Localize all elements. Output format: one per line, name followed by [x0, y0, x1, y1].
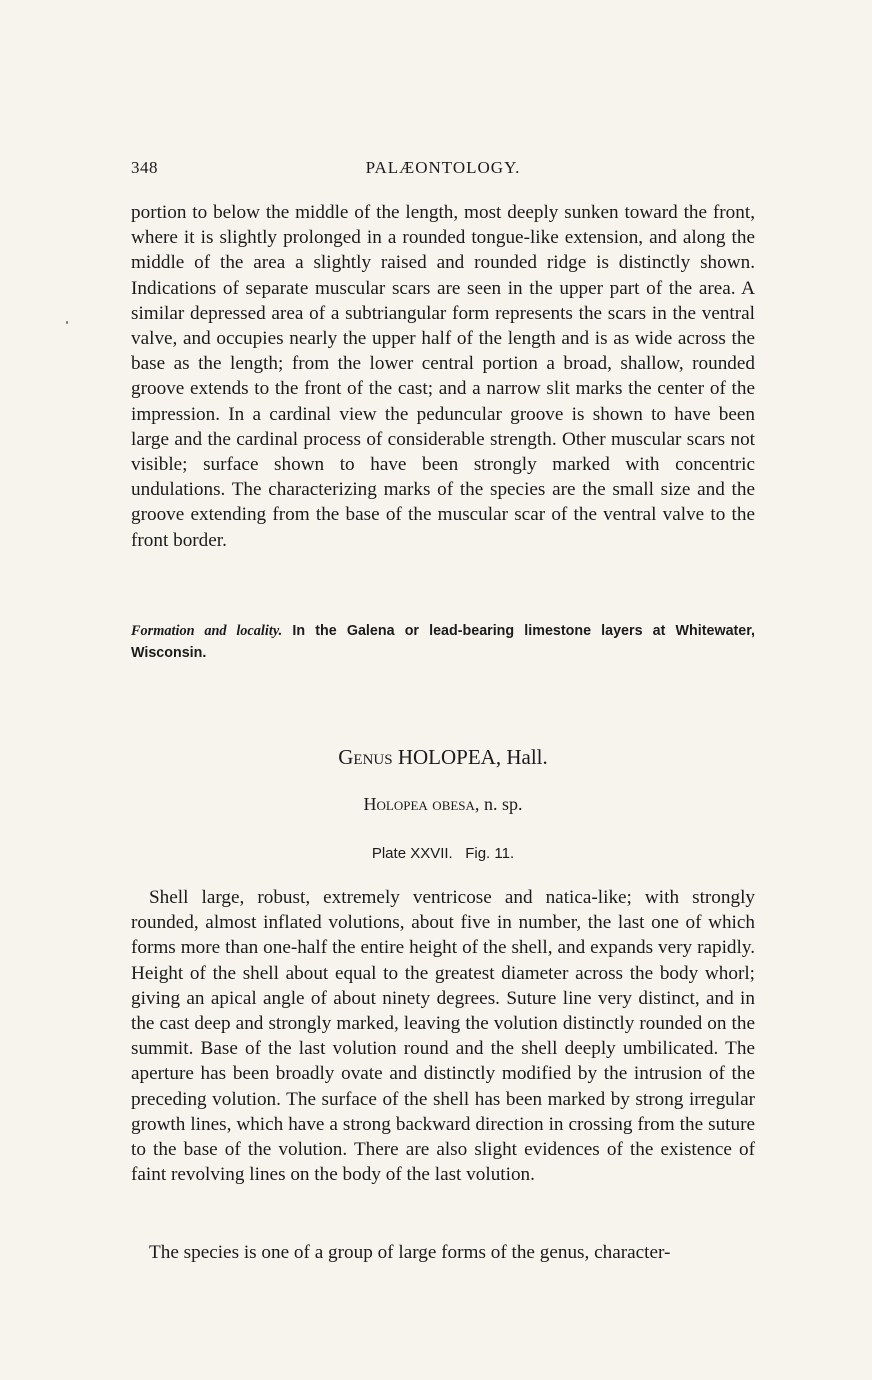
genus-prefix: Genus — [338, 745, 393, 769]
formation-note — [131, 620, 755, 664]
species-suffix: n. sp. — [483, 794, 523, 814]
print-speck — [66, 321, 68, 324]
plate-reference: Plate XXVII. Fig. 11. — [371, 845, 515, 862]
genus-author: Hall. — [506, 745, 548, 769]
running-head — [131, 158, 755, 184]
running-title: PALÆONTOLOGY. — [365, 158, 521, 177]
formation-note-label: Formation and locality. — [131, 623, 283, 639]
formation-note-text: In the Galena or lead-bearing limestone layers at Whitewater, Wisconsin. — [131, 623, 755, 661]
final-line: The species is one of a group of large forms of the genus, character- — [149, 1242, 671, 1263]
continued-paragraph: portion to below the middle of the length, most deeply sunken toward the front, where it is slightly prolonged in a rounded tongue-like extension, and along the middle of the area a slightly raised and rounded ridge is distinctly shown. Indications of separate muscular scars are seen in the upper part of the area. A similar depressed area of a subtriangular form represents the scars in the ventral valve, and occupies nearly the upper half of the length and is as wide across the base as the length; from the lower central portion a broad, shallow, rounded groove extends to the front of the cast; and a narrow slit marks the center of the impression. In a cardinal view the peduncular groove is shown to have been large and the cardinal process of considerable strength. Other muscular scars not visible; surface shown to have been strongly marked with concentric undulations. The characterizing marks of the species are the small size and the groove extending from the base of the muscular scar of the ventral valve to the front border. — [131, 202, 755, 551]
page-number: 348 — [131, 158, 158, 177]
species-name: Holopea obesa, — [363, 794, 480, 814]
genus-heading — [131, 745, 755, 770]
genus-name: HOLOPEA, — [397, 745, 502, 769]
description-paragraph: Shell large, robust, extremely ventricose and natica-like; with strongly rounded, almost inflated volutions, about five in number, the last one of which forms more than one-half the entire height of the shell, and expands very rapidly. Height of the shell about equal to the greatest diameter across the body whorl; giving an apical angle of about ninety degrees. Suture line very distinct, and in the cast deep and strongly marked, leaving the volution distinctly rounded on the summit. Base of the last volution round and the shell deeply umbilicated. The aperture has been broadly ovate and distinctly modified by the intrusion of the preceding volution. The surface of the shell has been marked by strong irregular growth lines, which have a strong backward direction in crossing from the suture to the base of the volution. There are also slight evidences of the existence of faint revolving lines on the body of the last volution. — [131, 887, 755, 1186]
species-heading — [131, 794, 755, 815]
